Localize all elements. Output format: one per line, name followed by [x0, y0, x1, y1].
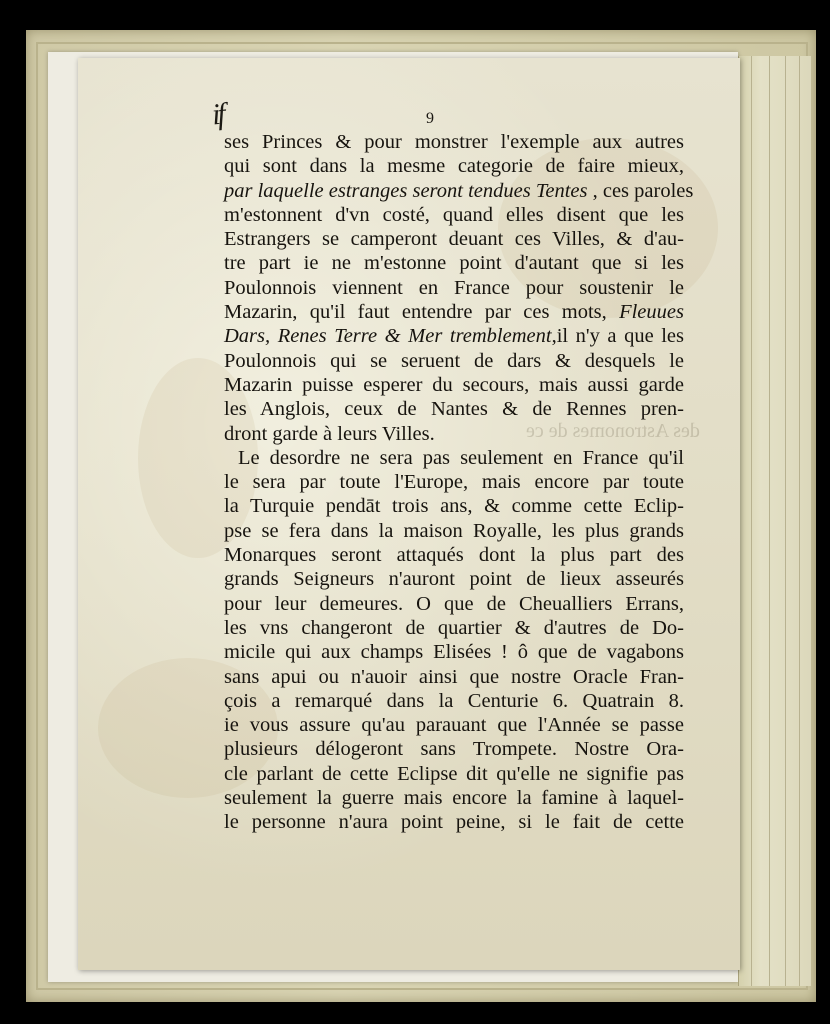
italic-text-segment: Fleuues: [619, 301, 684, 324]
text-segment: pse se fera dans la maison Royalle, les plus grands: [224, 519, 684, 542]
text-segment: m'estonnent d'vn costé, quand elles disent que les: [224, 203, 684, 226]
text-line: [224, 324, 684, 348]
text-segment: les vns changeront de quartier & d'autres de Do-: [224, 616, 684, 639]
text-line: [224, 251, 684, 275]
text-line: [224, 276, 684, 300]
text-line: [224, 665, 684, 689]
text-line: [224, 494, 684, 518]
text-line: [224, 349, 684, 373]
text-line: [224, 227, 684, 251]
text-line: [224, 397, 684, 421]
text-segment: ses Princes & pour monstrer l'exemple aux autres: [224, 131, 684, 153]
text-segment: les Anglois, ceux de Nantes & de Rennes pren-: [224, 398, 684, 421]
italic-text-segment: Dars, Renes Terre & Mer tremblement: [224, 325, 552, 348]
text-segment: grands Seigneurs n'auront point de lieux asseurés: [224, 568, 684, 591]
text-line: [224, 203, 684, 227]
text-line: [224, 713, 684, 737]
page-number: 9: [426, 110, 434, 127]
text-line: [224, 373, 684, 397]
text-segment: la Turquie pendāt trois ans, & comme cette Eclip-: [224, 495, 684, 518]
text-segment: le personne n'aura point peine, si le fait de cette: [224, 811, 684, 834]
text-line: [224, 179, 694, 203]
text-line: [224, 810, 684, 834]
text-segment: qui sont dans la mesme categorie de faire mieux,: [224, 155, 684, 178]
text-line: [224, 470, 684, 494]
text-segment: ,il n'y a que les: [551, 325, 684, 348]
text-line: [224, 592, 684, 616]
text-line: [224, 422, 684, 446]
text-segment: plusieurs délogeront sans Trompete. Nostre Ora-: [224, 738, 684, 761]
text-line: [224, 689, 684, 713]
text-segment: Estrangers se camperont deuant ces Villes, & d'au-: [224, 228, 684, 251]
text-line: [224, 154, 684, 178]
text-segment: Poulonnois viennent en France pour soustenir le: [224, 276, 684, 299]
text-segment: pour leur demeures. O que de Cheualliers Errans,: [224, 592, 684, 615]
text-line: [224, 446, 684, 470]
text-segment: çois a remarqué dans la Centurie 6. Quatrain 8.: [224, 689, 684, 712]
text-segment: Mazarin, qu'il faut entendre par ces mots,: [224, 301, 620, 324]
text-segment: Monarques seront attaqués dont la plus part des: [224, 544, 684, 567]
text-line: [224, 762, 684, 786]
text-segment: micile qui aux champs Elisées ! ô que de vagabons: [224, 641, 684, 664]
text-segment: , ces paroles: [587, 179, 694, 202]
text-segment: ie vous assure qu'au parauant que l'Année se passe: [224, 714, 684, 737]
text-line: [224, 786, 684, 810]
text-segment: sans apui ou n'auoir ainsi que nostre Oracle Fran-: [224, 665, 684, 688]
text-line: [224, 640, 684, 664]
text-line: [224, 616, 684, 640]
text-line: [224, 519, 684, 543]
document-page: [78, 58, 740, 970]
body-text: [224, 130, 694, 835]
italic-text-segment: par laquelle estranges seront tendues Tentes: [224, 179, 588, 202]
text-line: [224, 543, 684, 567]
text-segment: le sera par toute l'Europe, mais encore par toute: [224, 471, 684, 494]
text-segment: seulement la guerre mais encore la famine à laquel-: [224, 787, 684, 810]
facing-page-edges: [738, 56, 811, 986]
text-line: [224, 737, 684, 761]
handwritten-marginal-mark: if: [210, 97, 225, 132]
text-line: [224, 567, 684, 591]
text-segment: Poulonnois qui se seruent de dars & desquels le: [224, 349, 684, 372]
bleed-through-text: des Astronomes de ce: [526, 420, 700, 442]
text-segment: Mazarin puisse esperer du secours, mais aussi garde: [224, 373, 684, 396]
text-line: [224, 300, 684, 324]
text-segment: dront garde à leurs Villes.: [224, 422, 435, 445]
text-segment: cle parlant de cette Eclipse dit qu'elle ne signifie pas: [224, 762, 684, 785]
text-line: [224, 130, 684, 154]
text-segment: tre part ie ne m'estonne point d'autant que si les: [224, 252, 684, 275]
text-segment: Le desordre ne sera pas seulement en France qu'il: [238, 446, 684, 469]
